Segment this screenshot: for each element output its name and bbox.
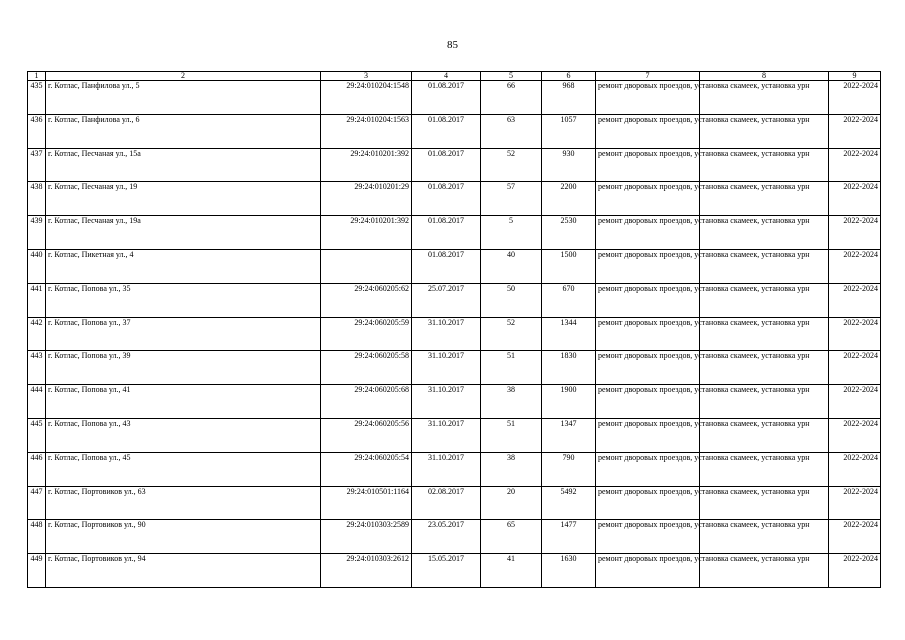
row-number: 446 xyxy=(28,452,46,486)
row-number: 439 xyxy=(28,216,46,250)
col6-value-cell: 1057 xyxy=(542,114,596,148)
row-number: 436 xyxy=(28,114,46,148)
period-cell: 2022-2024 xyxy=(829,148,881,182)
col6-value-cell: 1347 xyxy=(542,418,596,452)
address-cell: г. Котлас, Панфилова ул., 5 xyxy=(46,81,321,115)
row-number: 440 xyxy=(28,249,46,283)
date-cell: 23.05.2017 xyxy=(412,520,481,554)
date-cell: 31.10.2017 xyxy=(412,452,481,486)
row-number: 445 xyxy=(28,418,46,452)
table-row xyxy=(28,81,881,115)
date-cell: 01.08.2017 xyxy=(412,182,481,216)
cadastral-number-cell: 29:24:010204:1563 xyxy=(321,114,412,148)
address-cell: г. Котлас, Попова ул., 35 xyxy=(46,283,321,317)
registry-table xyxy=(27,71,881,588)
period-cell: 2022-2024 xyxy=(829,520,881,554)
address-cell: г. Котлас, Портовиков ул., 63 xyxy=(46,486,321,520)
address-cell: г. Котлас, Песчаная ул., 19 xyxy=(46,182,321,216)
cadastral-number-cell: 29:24:060205:68 xyxy=(321,385,412,419)
header-col-4: 4 xyxy=(412,72,481,81)
col6-value-cell: 1500 xyxy=(542,249,596,283)
page-number: 85 xyxy=(447,39,458,51)
address-cell: г. Котлас, Песчаная ул., 19а xyxy=(46,216,321,250)
table-header xyxy=(28,72,881,81)
col6-value-cell: 1900 xyxy=(542,385,596,419)
table-row xyxy=(28,283,881,317)
row-number: 437 xyxy=(28,148,46,182)
col5-value-cell: 66 xyxy=(481,81,542,115)
row-number: 443 xyxy=(28,351,46,385)
date-cell: 01.08.2017 xyxy=(412,114,481,148)
table-row xyxy=(28,418,881,452)
cadastral-number-cell: 29:24:060205:62 xyxy=(321,283,412,317)
work-description-cell: ремонт дворовых проездов, установка скамеек, установка урн xyxy=(596,351,700,385)
date-cell: 01.08.2017 xyxy=(412,216,481,250)
col6-value-cell: 968 xyxy=(542,81,596,115)
row-number: 448 xyxy=(28,520,46,554)
table-row xyxy=(28,182,881,216)
table-row xyxy=(28,486,881,520)
table-row xyxy=(28,554,881,588)
date-cell: 01.08.2017 xyxy=(412,249,481,283)
table-row xyxy=(28,317,881,351)
header-col-8: 8 xyxy=(700,72,829,81)
cadastral-number-cell: 29:24:010201:392 xyxy=(321,148,412,182)
row-number: 438 xyxy=(28,182,46,216)
address-cell: г. Котлас, Пикетная ул., 4 xyxy=(46,249,321,283)
col5-value-cell: 52 xyxy=(481,317,542,351)
col5-value-cell: 52 xyxy=(481,148,542,182)
header-col-2: 2 xyxy=(46,72,321,81)
period-cell: 2022-2024 xyxy=(829,81,881,115)
address-cell: г. Котлас, Портовиков ул., 94 xyxy=(46,554,321,588)
period-cell: 2022-2024 xyxy=(829,351,881,385)
table-row xyxy=(28,452,881,486)
col6-value-cell: 670 xyxy=(542,283,596,317)
work-description-cell: ремонт дворовых проездов, установка скамеек, установка урн xyxy=(596,114,700,148)
row-number: 444 xyxy=(28,385,46,419)
date-cell: 31.10.2017 xyxy=(412,351,481,385)
date-cell: 31.10.2017 xyxy=(412,317,481,351)
col5-value-cell: 40 xyxy=(481,249,542,283)
address-cell: г. Котлас, Песчаная ул., 15а xyxy=(46,148,321,182)
cadastral-number-cell: 29:24:010303:2612 xyxy=(321,554,412,588)
work-description-cell: ремонт дворовых проездов, установка скамеек, установка урн xyxy=(596,554,700,588)
table-row xyxy=(28,520,881,554)
col5-value-cell: 51 xyxy=(481,351,542,385)
cadastral-number-cell: 29:24:010201:392 xyxy=(321,216,412,250)
work-description-cell: ремонт дворовых проездов, установка скамеек, установка урн xyxy=(596,385,700,419)
header-col-5: 5 xyxy=(481,72,542,81)
cadastral-number-cell: 29:24:060205:54 xyxy=(321,452,412,486)
address-cell: г. Котлас, Попова ул., 45 xyxy=(46,452,321,486)
col6-value-cell: 5492 xyxy=(542,486,596,520)
cadastral-number-cell: 29:24:060205:58 xyxy=(321,351,412,385)
col6-value-cell: 790 xyxy=(542,452,596,486)
row-number: 435 xyxy=(28,81,46,115)
cadastral-number-cell: 29:24:060205:56 xyxy=(321,418,412,452)
period-cell: 2022-2024 xyxy=(829,182,881,216)
col5-value-cell: 57 xyxy=(481,182,542,216)
address-cell: г. Котлас, Попова ул., 37 xyxy=(46,317,321,351)
table-row xyxy=(28,351,881,385)
header-col-9: 9 xyxy=(829,72,881,81)
col5-value-cell: 50 xyxy=(481,283,542,317)
row-number: 449 xyxy=(28,554,46,588)
period-cell: 2022-2024 xyxy=(829,317,881,351)
col6-value-cell: 1830 xyxy=(542,351,596,385)
cadastral-number-cell: 29:24:060205:59 xyxy=(321,317,412,351)
header-col-3: 3 xyxy=(321,72,412,81)
header-col-1: 1 xyxy=(28,72,46,81)
table-row xyxy=(28,148,881,182)
work-description-cell: ремонт дворовых проездов, установка скамеек, установка урн xyxy=(596,81,700,115)
period-cell: 2022-2024 xyxy=(829,452,881,486)
work-description-cell: ремонт дворовых проездов, установка скамеек, установка урн xyxy=(596,216,700,250)
col6-value-cell: 2200 xyxy=(542,182,596,216)
work-description-cell: ремонт дворовых проездов, установка скамеек, установка урн xyxy=(596,249,700,283)
table-row xyxy=(28,216,881,250)
col5-value-cell: 51 xyxy=(481,418,542,452)
period-cell: 2022-2024 xyxy=(829,418,881,452)
cadastral-number-cell: 29:24:010201:29 xyxy=(321,182,412,216)
cadastral-number-cell: 29:24:010204:1548 xyxy=(321,81,412,115)
address-cell: г. Котлас, Панфилова ул., 6 xyxy=(46,114,321,148)
cadastral-number-cell: 29:24:010303:2589 xyxy=(321,520,412,554)
work-description-cell: ремонт дворовых проездов, установка скамеек, установка урн xyxy=(596,486,700,520)
work-description-cell: ремонт дворовых проездов, установка скамеек, установка урн xyxy=(596,317,700,351)
address-cell: г. Котлас, Попова ул., 43 xyxy=(46,418,321,452)
row-number: 442 xyxy=(28,317,46,351)
col5-value-cell: 5 xyxy=(481,216,542,250)
row-number: 447 xyxy=(28,486,46,520)
col5-value-cell: 63 xyxy=(481,114,542,148)
col5-value-cell: 65 xyxy=(481,520,542,554)
work-description-cell: ремонт дворовых проездов, установка скамеек, установка урн xyxy=(596,520,700,554)
col5-value-cell: 41 xyxy=(481,554,542,588)
col6-value-cell: 930 xyxy=(542,148,596,182)
header-row xyxy=(28,72,881,81)
date-cell: 31.10.2017 xyxy=(412,385,481,419)
cadastral-number-cell xyxy=(321,249,412,283)
col5-value-cell: 20 xyxy=(481,486,542,520)
col6-value-cell: 1630 xyxy=(542,554,596,588)
period-cell: 2022-2024 xyxy=(829,486,881,520)
table-row xyxy=(28,385,881,419)
work-description-cell: ремонт дворовых проездов, установка скамеек, установка урн xyxy=(596,283,700,317)
col5-value-cell: 38 xyxy=(481,452,542,486)
period-cell: 2022-2024 xyxy=(829,114,881,148)
table-row xyxy=(28,249,881,283)
period-cell: 2022-2024 xyxy=(829,249,881,283)
work-description-cell: ремонт дворовых проездов, установка скамеек, установка урн xyxy=(596,452,700,486)
work-description-cell: ремонт дворовых проездов, установка скамеек, установка урн xyxy=(596,418,700,452)
date-cell: 15.05.2017 xyxy=(412,554,481,588)
period-cell: 2022-2024 xyxy=(829,385,881,419)
address-cell: г. Котлас, Портовиков ул., 90 xyxy=(46,520,321,554)
table-row xyxy=(28,114,881,148)
col6-value-cell: 1477 xyxy=(542,520,596,554)
col6-value-cell: 2530 xyxy=(542,216,596,250)
cadastral-number-cell: 29:24:010501:1164 xyxy=(321,486,412,520)
date-cell: 25.07.2017 xyxy=(412,283,481,317)
work-description-cell: ремонт дворовых проездов, установка скамеек, установка урн xyxy=(596,148,700,182)
col6-value-cell: 1344 xyxy=(542,317,596,351)
work-description-cell: ремонт дворовых проездов, установка скамеек, установка урн xyxy=(596,182,700,216)
table-body xyxy=(28,81,881,588)
address-cell: г. Котлас, Попова ул., 39 xyxy=(46,351,321,385)
date-cell: 02.08.2017 xyxy=(412,486,481,520)
header-col-7: 7 xyxy=(596,72,700,81)
period-cell: 2022-2024 xyxy=(829,554,881,588)
header-col-6: 6 xyxy=(542,72,596,81)
date-cell: 01.08.2017 xyxy=(412,81,481,115)
period-cell: 2022-2024 xyxy=(829,283,881,317)
address-cell: г. Котлас, Попова ул., 41 xyxy=(46,385,321,419)
date-cell: 31.10.2017 xyxy=(412,418,481,452)
col5-value-cell: 38 xyxy=(481,385,542,419)
row-number: 441 xyxy=(28,283,46,317)
period-cell: 2022-2024 xyxy=(829,216,881,250)
date-cell: 01.08.2017 xyxy=(412,148,481,182)
